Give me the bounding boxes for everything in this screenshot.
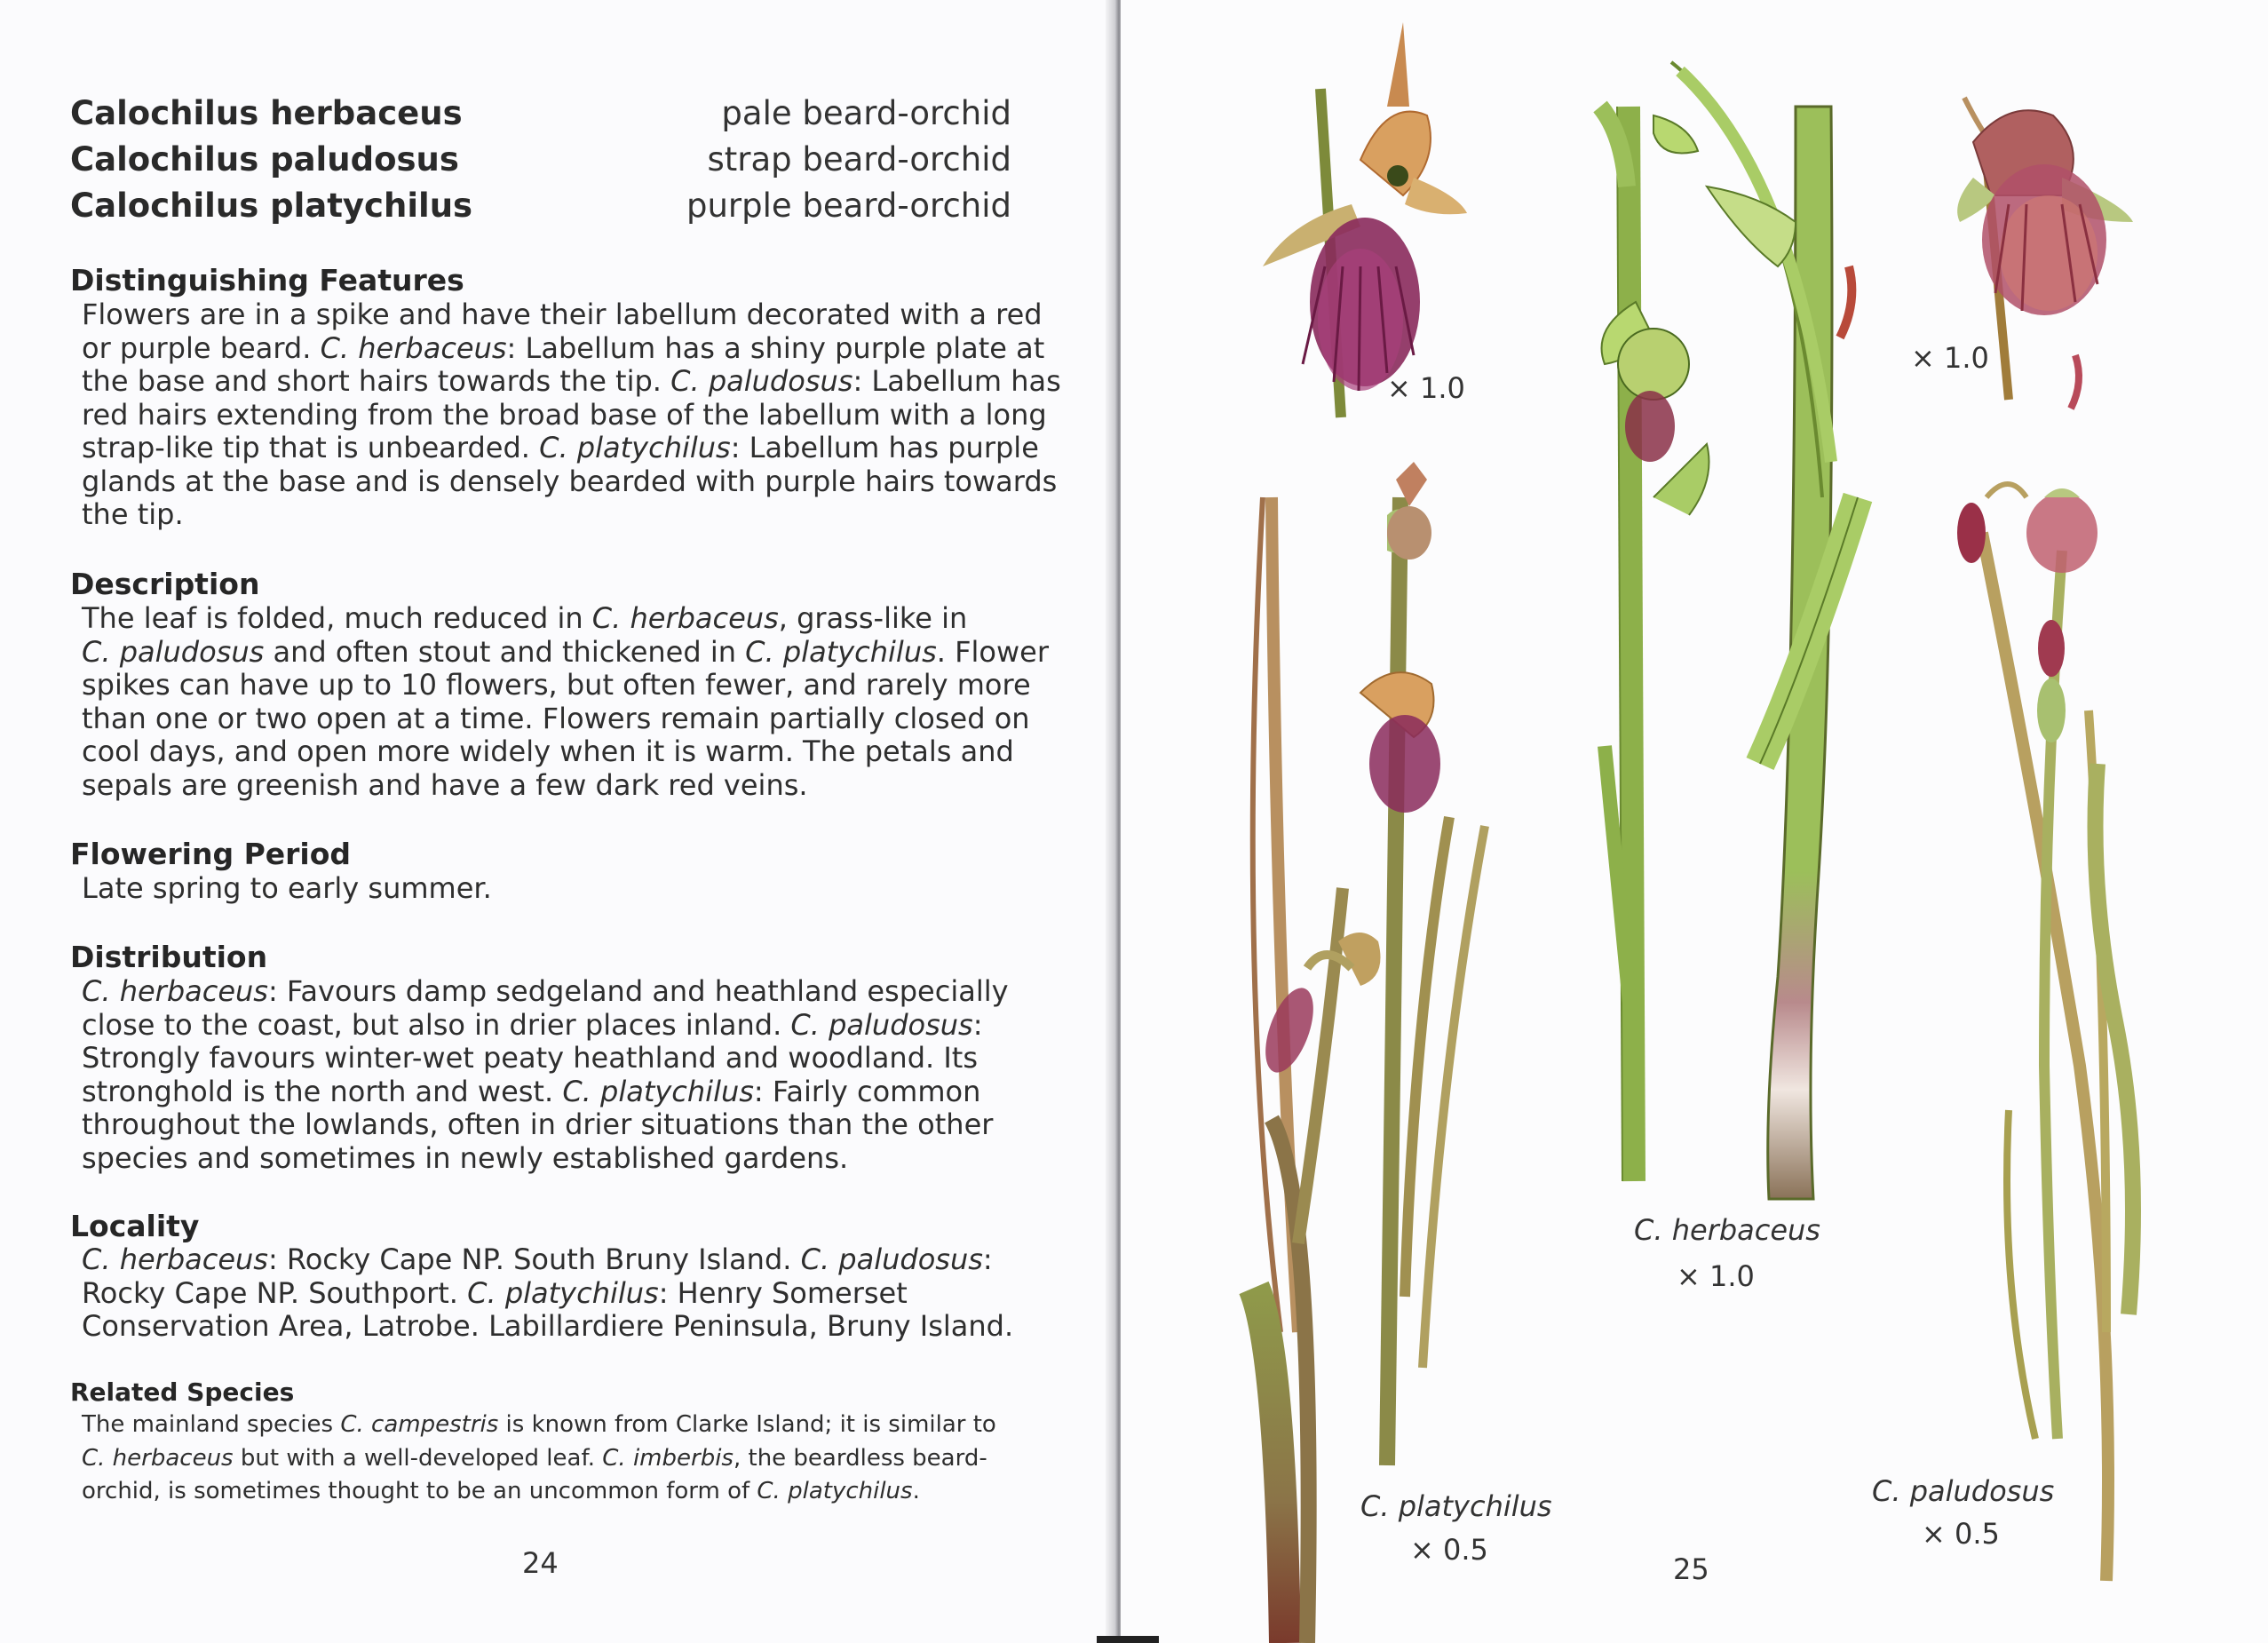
scientific-name: Calochilus herbaceus — [70, 94, 463, 132]
page-number-left: 24 — [522, 1546, 559, 1580]
book-spine-edge — [1097, 1636, 1159, 1643]
section-heading-related-species: Related Species — [70, 1377, 295, 1407]
scientific-name: Calochilus platychilus — [70, 187, 473, 225]
right-page — [1121, 0, 2268, 1643]
section-heading-flowering-period: Flowering Period — [70, 837, 352, 871]
common-name: strap beard-orchid — [707, 140, 1011, 179]
page-number-right: 25 — [1673, 1552, 1709, 1586]
section-heading-description: Description — [70, 567, 260, 601]
species-row — [70, 94, 1011, 140]
paludosus-plant — [1957, 484, 2133, 1581]
herbaceus-plant — [1600, 62, 1858, 1199]
caption-paludosus-name — [1872, 1474, 2054, 1508]
section-text-flowering-period — [82, 872, 1023, 906]
platychilus-flower-detail — [1263, 22, 1467, 417]
species-row — [70, 140, 1011, 187]
caption-herbaceus-scale: × 1.0 — [1677, 1259, 1755, 1293]
section-text-description: The leaf is folded, much reduced in C. herbaceus, grass-like in C. paludosus and often stout and thickened in C. platychilus. Flower spikes can have up to 10 flowers, but often fewer, and rarely more than one or two open at a time. Flowers remain partially closed on cool days, and open more widely when it is warm. The petals and sepals are greenish and have a few dark red veins. — [82, 601, 1049, 802]
paludosus-name-text: C. paludosus — [1872, 1474, 2055, 1508]
common-name: purple beard-orchid — [686, 187, 1011, 225]
section-heading-distinguishing-features: Distinguishing Features — [70, 263, 464, 298]
caption-paludosus-scale: × 0.5 — [1922, 1517, 2000, 1551]
section-heading-locality: Locality — [70, 1209, 200, 1243]
caption-paludosus-flower-scale: × 1.0 — [1911, 341, 1989, 375]
orchid-illustration — [1121, 0, 2268, 1643]
caption-platychilus-name — [1360, 1489, 1552, 1523]
left-page — [0, 0, 1114, 1643]
platychilus-name-text: C. platychilus — [1360, 1489, 1552, 1523]
caption-platychilus-flower-scale: × 1.0 — [1387, 371, 1465, 405]
platychilus-plant — [1253, 462, 1485, 1643]
section-heading-distribution: Distribution — [70, 940, 268, 974]
section-text-distribution: C. herbaceus: Favours damp sedgeland and heathland especially close to the coast, but also in drier places inland. C. paludosus: Strongly favours winter-wet peaty heathland and woodland. Its stronghold is the north and west. C. platychilus: Fairly common throughout the lowlands, often in drier situations than the other species and sometimes in newly established gardens. — [82, 974, 1009, 1175]
section-text-locality: C. herbaceus: Rocky Cape NP. South Bruny Island. C. paludosus: Rocky Cape NP. Southport. C. platychilus: Henry Somerset Conservation Area, Latrobe. Labillardiere Peninsula, Bruny Island. — [82, 1242, 1014, 1343]
section-text-related-species: The mainland species C. campestris is known from Clarke Island; it is similar to C. herbaceus but with a well-developed leaf. C. imberbis, the beardless beard- orchid, is sometimes thought to be an uncommon form of C. platychilus. — [82, 1411, 996, 1504]
common-name: pale beard-orchid — [721, 94, 1011, 132]
herbaceus-name-text: C. herbaceus — [1634, 1213, 1820, 1247]
caption-platychilus-scale: × 0.5 — [1410, 1533, 1488, 1567]
scientific-name: Calochilus paludosus — [70, 140, 459, 179]
species-row — [70, 187, 1011, 233]
flowering-text: Late spring to early summer. — [82, 871, 492, 905]
caption-herbaceus-name — [1634, 1213, 1820, 1247]
section-text-distinguishing-features: Flowers are in a spike and have their labellum decorated with a red or purple beard. C. herbaceus: Labellum has a shiny purple plate at the base and short hairs towards the tip. C. paludosus: Labellum has red hairs extending from the broad base of the labellum with a long strap-like tip that is unbearded. C. platychilus: Labellum has purple glands at the base and is densely bearded with purple hairs towards the tip. — [82, 298, 1061, 531]
